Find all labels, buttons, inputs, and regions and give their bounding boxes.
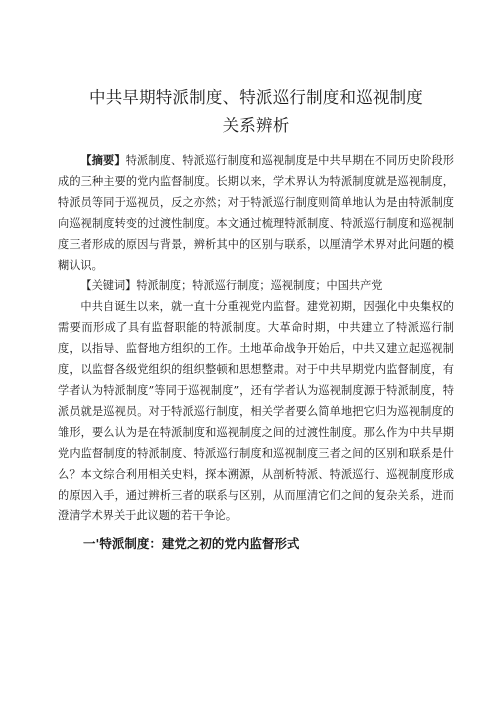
- title-line-2: 关系辨析: [222, 116, 290, 135]
- title-line-1: 中共早期特派制度、特派巡行制度和巡视制度: [89, 88, 423, 107]
- abstract-paragraph: [58, 150, 454, 276]
- abstract-label: 【摘要】: [80, 153, 126, 167]
- keywords-label: 【关键词】: [80, 279, 137, 293]
- document-body: [58, 150, 454, 555]
- abstract-text: 特派制度、特派巡行制度和巡视制度是中共早期在不同历史阶段形成的三种主要的党内监督制度。长期以来，学术界认为特派制度就是巡视制度，特派员等同于巡视员，反之亦然；对于特派巡行制度则简单地认为是由特派制度向巡视制度转变的过渡性制度。本文通过梳理特派制度、特派巡行制度和巡视制度三者形成的原因与背景，辨析其中的区别与联系，以厘清学术界对此问题的模糊认识。: [58, 154, 454, 272]
- intro-paragraph: 中共自诞生以来，就一直十分重视党内监督。建党初期，因强化中央集权的需要而形成了具有监督职能的特派制度。大革命时期，中共建立了特派巡行制度，以指导、监督地方组织的工作。土地革命战争开始后，中共又建立起巡视制度，以监督各级党组织的组织整顿和思想整肃。对于中共早期党内监督制度，有学者认为特派制度”等同于巡视制度”，还有学者认为巡视制度源于特派制度，特派员就是巡视员。对于特派巡行制度，相关学者要么简单地把它归为巡视制度的雏形，要么认为是在特派制度和巡视制度之间的过渡性制度。那么作为中共早期党内监督制度的特派制度、特派巡行制度和巡视制度三者之间的区别和联系是什么？本文综合利用相关史料，探本溯源，从剖析特派、特派巡行、巡视制度形成的原因入手，通过辨析三者的联系与区别，从而厘清它们之间的复杂关系，进而澄清学术界关于此议题的若干争论。: [58, 300, 454, 523]
- keywords-text: 特派制度；特派巡行制度；巡视制度；中国共产党: [136, 279, 383, 293]
- document-title: [58, 84, 454, 140]
- keywords-paragraph: [58, 276, 454, 297]
- section-heading: 一'特派制度：建党之初的党内监督形式: [83, 536, 300, 552]
